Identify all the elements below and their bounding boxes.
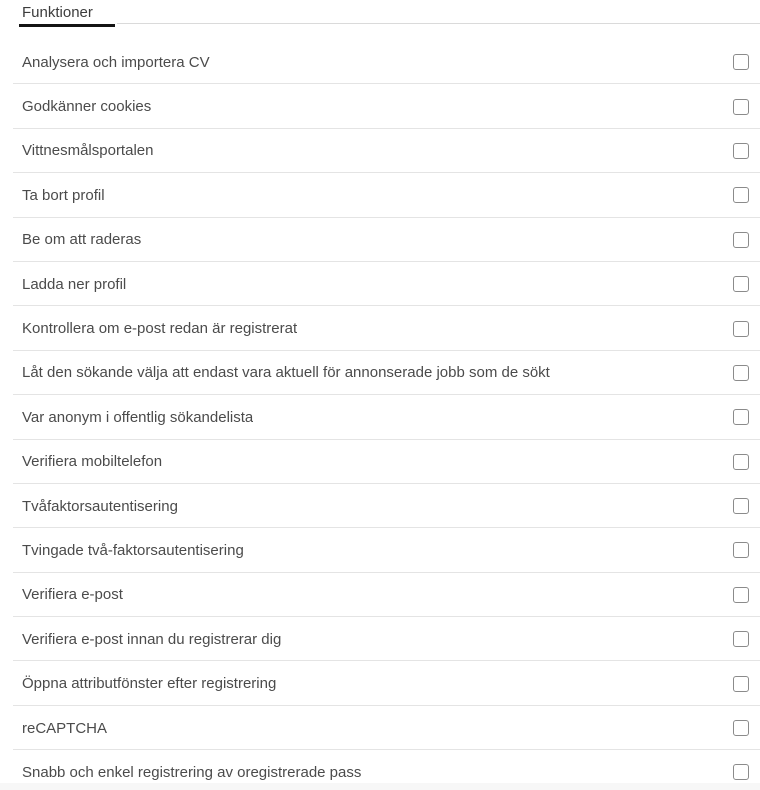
feature-row	[0, 351, 760, 395]
feature-label: Tvingade två-faktorsautentisering	[22, 541, 244, 559]
tab-funktioner[interactable]: Funktioner	[19, 0, 115, 27]
feature-checkbox[interactable]	[733, 143, 749, 159]
feature-row	[0, 262, 760, 306]
feature-checkbox[interactable]	[733, 764, 749, 780]
feature-checkbox[interactable]	[733, 498, 749, 514]
feature-row	[0, 218, 760, 262]
feature-checkbox[interactable]	[733, 54, 749, 70]
feature-checkbox[interactable]	[733, 542, 749, 558]
feature-label: Öppna attributfönster efter registrering	[22, 675, 277, 693]
feature-label: reCAPTCHA	[22, 719, 108, 737]
feature-list	[0, 26, 760, 790]
feature-checkbox[interactable]	[733, 587, 749, 603]
feature-checkbox[interactable]	[733, 409, 749, 425]
feature-checkbox[interactable]	[733, 365, 749, 381]
feature-row	[0, 440, 760, 484]
feature-label: Var anonym i offentlig sökandelista	[22, 408, 254, 426]
feature-label: Ladda ner profil	[22, 275, 127, 293]
feature-row	[0, 706, 760, 750]
feature-label: Verifiera e-post	[22, 586, 123, 604]
feature-row	[0, 661, 760, 705]
feature-label: Verifiera e-post innan du registrerar dig	[22, 630, 282, 648]
feature-label: Verifiera mobiltelefon	[22, 453, 163, 471]
feature-label: Be om att raderas	[22, 231, 142, 249]
feature-checkbox[interactable]	[733, 321, 749, 337]
feature-label: Vittnesmålsportalen	[22, 142, 154, 160]
feature-row	[0, 84, 760, 128]
feature-checkbox[interactable]	[733, 631, 749, 647]
feature-row	[0, 395, 760, 439]
feature-label: Analysera och importera CV	[22, 53, 210, 71]
horizontal-scrollbar-track[interactable]	[0, 783, 760, 790]
feature-row	[0, 528, 760, 572]
feature-row	[0, 40, 760, 84]
feature-row	[0, 129, 760, 173]
feature-row	[0, 306, 760, 350]
feature-label: Kontrollera om e-post redan är registrerat	[22, 320, 298, 338]
feature-checkbox[interactable]	[733, 720, 749, 736]
feature-label: Låt den sökande välja att endast vara aktuell för annonserade jobb som de sökt	[22, 364, 550, 382]
feature-checkbox[interactable]	[733, 276, 749, 292]
tab-bar	[0, 0, 760, 26]
feature-checkbox[interactable]	[733, 99, 749, 115]
feature-label: Godkänner cookies	[22, 98, 152, 116]
feature-row	[0, 617, 760, 661]
feature-checkbox[interactable]	[733, 187, 749, 203]
feature-row	[0, 484, 760, 528]
feature-row	[0, 573, 760, 617]
feature-row	[0, 173, 760, 217]
feature-checkbox[interactable]	[733, 676, 749, 692]
feature-label: Snabb och enkel registrering av oregistrerade pass	[22, 763, 362, 781]
feature-checkbox[interactable]	[733, 232, 749, 248]
feature-label: Ta bort profil	[22, 186, 105, 204]
feature-label: Tvåfaktorsautentisering	[22, 497, 178, 515]
feature-checkbox[interactable]	[733, 454, 749, 470]
